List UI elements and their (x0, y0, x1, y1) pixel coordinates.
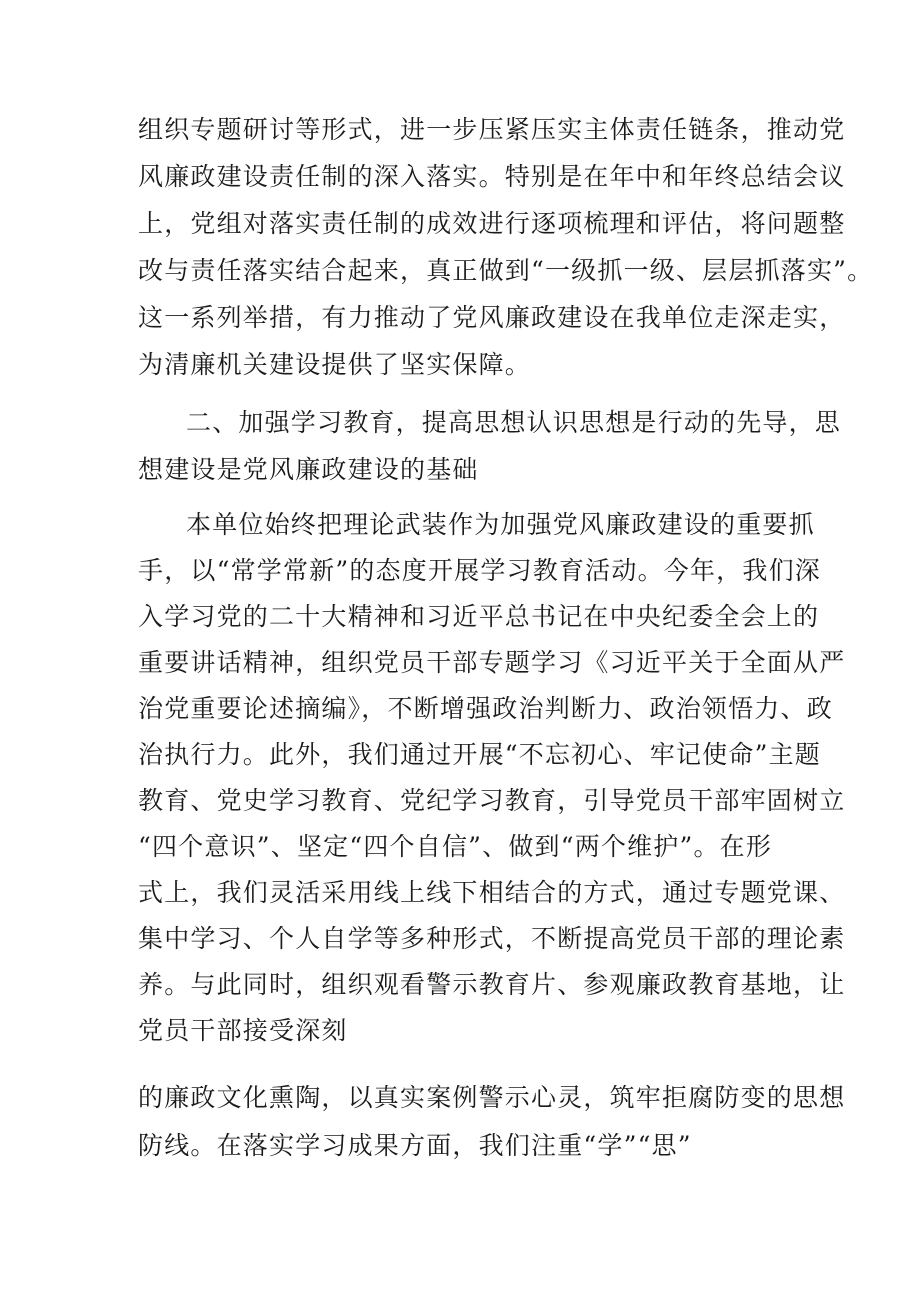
text-line: 集中学习、个人自学等多种形式，不断提高党员干部的理论素 (138, 924, 846, 953)
text-line: “四个意识”、坚定“四个自信”、做到“两个维护”。在形 (138, 832, 773, 861)
text-line: 党员干部接受深刻 (138, 1016, 348, 1045)
text-line: 重要讲话精神，组织党员干部专题学习《习近平关于全面从严 (138, 648, 846, 677)
text-line: 为清廉机关建设提供了坚实保障。 (138, 350, 532, 379)
section-heading-line: 想建设是党风廉政建设的基础 (138, 455, 479, 484)
text-line: 式上，我们灵活采用线上线下相结合的方式，通过专题党课、 (138, 878, 846, 907)
text-line: 组织专题研讨等形式，进一步压紧压实主体责任链条，推动党 (138, 115, 846, 144)
text-line: 教育、党史学习教育、党纪学习教育，引导党员干部牢固树立 (138, 786, 846, 815)
text-line: 本单位始终把理论武装作为加强党风廉政建设的重要抓 (186, 510, 815, 539)
text-line: 这一系列举措，有力推动了党风廉政建设在我单位走深走实， (138, 303, 846, 332)
text-line: 治党重要论述摘编》，不断增强政治判断力、政治领悟力、政 (138, 694, 833, 723)
text-line: 养。与此同时，组织观看警示教育片、参观廉政教育基地，让 (138, 970, 846, 999)
text-line: 风廉政建设责任制的深入落实。特别是在年中和年终总结会议 (138, 162, 846, 191)
text-line: 手，以“常学常新”的态度开展学习教育活动。今年，我们深 (138, 556, 821, 585)
text-line: 防线。在落实学习成果方面，我们注重“学”“思” (138, 1131, 692, 1160)
text-line: 改与责任落实结合起来，真正做到“一级抓一级、层层抓落实”。 (138, 256, 874, 285)
section-heading-line: 二、加强学习教育，提高思想认识思想是行动的先导，思 (186, 408, 842, 437)
text-line: 的廉政文化熏陶，以真实案例警示心灵，筑牢拒腐防变的思想 (138, 1083, 846, 1112)
text-line: 治执行力。此外，我们通过开展“不忘初心、牢记使命”主题 (138, 740, 821, 769)
text-line: 上，党组对落实责任制的成效进行逐项梳理和评估，将问题整 (138, 209, 846, 238)
text-line: 入学习党的二十大精神和习近平总书记在中央纪委全会上的 (138, 602, 820, 631)
